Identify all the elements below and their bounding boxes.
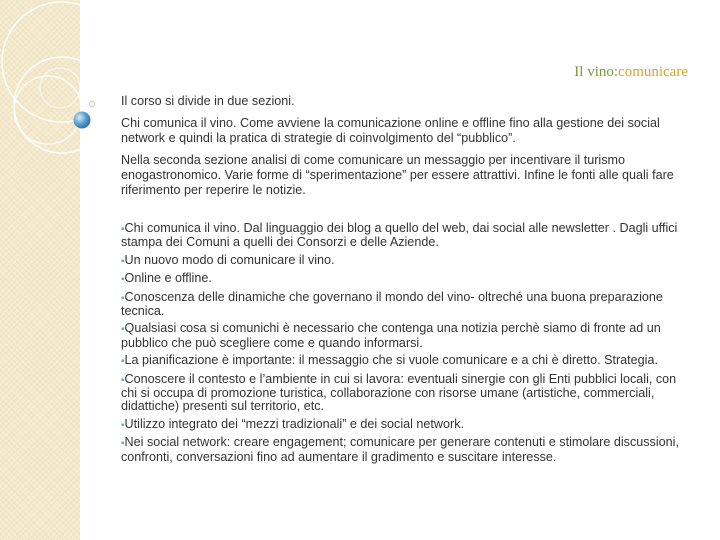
list-item-text: Un nuovo modo di comunicare il vino.: [124, 252, 335, 267]
list-item: [121, 254, 687, 268]
title-part-1: Il vino:: [574, 64, 619, 80]
list-item-text: Online e offline.: [124, 271, 212, 286]
bullet-marker: ▪: [121, 374, 125, 386]
list-item-text: Qualsiasi cosa si comunichi è necessario che contenga una notizia perchè siamo di fronte ad un pubblico che può scegliere come e quando informarsi.: [121, 321, 661, 350]
list-item-text: Conoscere il contesto e l’ambiente in cui si lavora: eventuali sinergie con gli Enti pubblici locali, con chi si occupa di promozione turistica, collaborazione con risorse umane (artistiche, commerciali, didattiche) presenti sul territorio, etc.: [121, 371, 677, 414]
bullet-marker: ▪: [121, 224, 125, 235]
bullet-marker: ▪: [121, 274, 125, 286]
list-item-text: La pianificazione è importante: il messaggio che si vuole comunicare e a chi è diretto. Strategia.: [124, 353, 658, 368]
list-item: [121, 272, 687, 286]
list-item: [121, 322, 687, 350]
bullet-marker: ▪: [121, 292, 125, 304]
spacer: [121, 205, 687, 222]
paragraph-section-one: Chi comunica il vino. Come avviene la comunicazione online e offline fino alla gestione dei social network e quindi la pratica di strategie di coinvolgimento del “pubblico”.: [121, 116, 660, 145]
bullet-marker: ▪: [121, 255, 125, 267]
decorative-circles: [0, 0, 120, 200]
list-item: [121, 418, 687, 432]
list-item-text: Utilizzo integrato dei “mezzi tradizionali” e dei social network.: [124, 416, 465, 431]
slide-title: [574, 64, 688, 81]
slide-content: [121, 94, 687, 468]
list-item-text: Nei social network: creare engagement; comunicare per generare contenuti e stimolare discussioni, confronti, conversazioni fino ad aumentare il gradimento e suscitare interesse.: [121, 435, 679, 464]
bullet-list: [121, 222, 687, 464]
bullet-marker: ▪: [121, 324, 125, 336]
blue-orb-icon: [74, 112, 91, 129]
bullet-marker: ▪: [121, 438, 125, 450]
paragraph-section-two: Nella seconda sezione analisi di come comunicare un messaggio per incentivare il turismo enogastronomico. Varie forme di “sperimentazione” per essere attrattivi. Infine le fonti alle quali fare riferimento per reperire le notizie.: [121, 153, 674, 197]
bullet-marker: ▪: [121, 356, 125, 368]
list-item: [121, 222, 687, 250]
list-item-text: Conoscenza delle dinamiche che governano il mondo del vino- oltreché una buona preparazione tecnica.: [121, 289, 663, 319]
paragraph-intro: Il corso si divide in due sezioni.: [121, 94, 295, 108]
title-part-2: comunicare: [618, 64, 688, 80]
list-item-text: Chi comunica il vino. Dal linguaggio dei blog a quello del web, dai social alle newsletter . Dagli uffici stampa dei Comuni a quelli dei Consorzi e delle Aziende.: [121, 221, 678, 250]
list-item: [121, 291, 687, 319]
bullet-marker: ▪: [121, 419, 125, 431]
list-item: [121, 436, 687, 464]
list-item: [121, 373, 687, 414]
list-item: [121, 354, 687, 368]
